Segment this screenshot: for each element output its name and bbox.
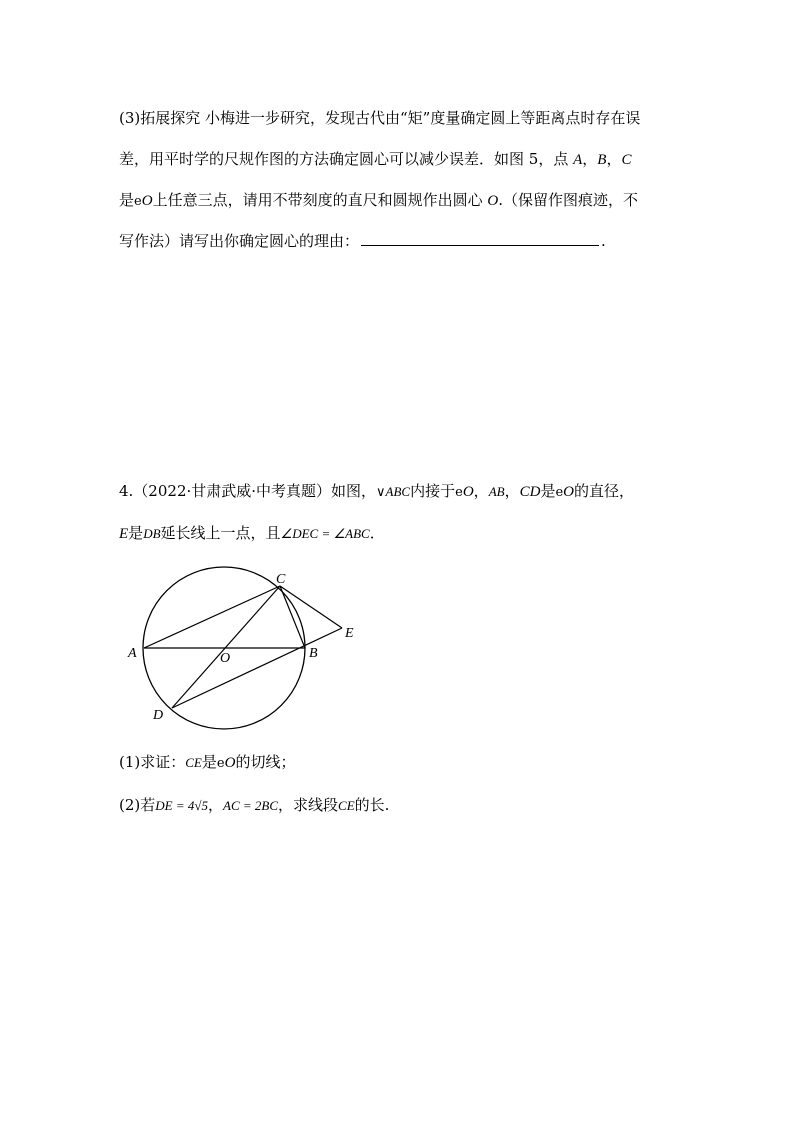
label-d: D	[153, 708, 164, 723]
segment-cd: CD	[519, 484, 541, 500]
de-value: DE = 4√5	[155, 798, 208, 813]
sub1-text: 是	[201, 753, 217, 771]
circle-symbol: e	[455, 485, 463, 500]
segment-ce: CE	[338, 798, 355, 813]
sub1-text: (1)求证：	[119, 753, 186, 771]
sub2-text: ，求线段	[278, 796, 339, 814]
label-b: B	[309, 646, 318, 661]
segment-cb-line	[280, 586, 305, 648]
segment-ce: CE	[185, 755, 202, 770]
label-c: C	[276, 572, 286, 587]
separator: ，	[582, 150, 598, 168]
circle-o-label: O	[563, 484, 574, 500]
circle-o-label: O	[462, 484, 474, 500]
circle-symbol: e	[134, 194, 142, 209]
q4-text: ．	[369, 524, 385, 542]
label-o: O	[220, 651, 231, 666]
separator: ，	[606, 150, 622, 168]
point-c-label: C	[621, 152, 632, 168]
q4-text: 延长线上一点，且	[160, 524, 281, 542]
ac-relation: AC = 2BC	[223, 798, 279, 813]
point-b-label: B	[597, 152, 607, 168]
q4-text: 是	[540, 482, 556, 500]
q4-text: ，	[504, 482, 520, 500]
q4-text: 内接于	[410, 482, 456, 500]
q4-header: 4.（2022·甘肃武威·中考真题）如图，	[119, 482, 377, 500]
angle-equation: ∠DEC = ∠ABC	[280, 526, 370, 541]
circle-symbol: e	[555, 485, 564, 500]
point-e-label: E	[119, 526, 129, 542]
q3-text-3b: 上任意三点，请用不带刻度的直尺和圆规作出圆心	[152, 191, 488, 209]
circle-o-label: O	[141, 193, 153, 209]
segment-ac-line	[144, 586, 280, 648]
center-o-label: O	[487, 193, 499, 209]
label-e: E	[345, 626, 354, 641]
q3-text-3a: 是	[119, 191, 135, 209]
sub2-text: (2)若	[119, 796, 156, 814]
q4-sub-2	[119, 795, 389, 816]
circle-o-label: O	[224, 755, 236, 771]
triangle-symbol: ∨	[376, 485, 386, 500]
q3-text-3c: .（保留作图痕迹，不	[498, 191, 638, 209]
segment-de-line	[172, 628, 342, 708]
q4-text: 的直径，	[574, 482, 635, 500]
segment-db: DB	[143, 526, 161, 541]
segment-ab: AB	[488, 484, 505, 499]
q3-text-2: 差，用平时学的尺规作图的方法确定圆心可以减少误差．如图 5，点	[119, 150, 574, 168]
circle-symbol: e	[216, 756, 225, 771]
sub1-text: 的切线；	[235, 753, 296, 771]
q4-sub-1	[119, 752, 295, 774]
triangle-name: ABC	[385, 484, 411, 499]
label-a: A	[128, 646, 137, 661]
q4-text: 是	[128, 524, 144, 542]
sub2-text: ，	[208, 796, 224, 814]
sub2-text: 的长.	[354, 796, 390, 814]
point-a-label: A	[573, 152, 583, 168]
period: .	[601, 232, 606, 250]
q4-text: ，	[473, 482, 489, 500]
segment-cd-line	[172, 586, 280, 708]
q3-text-1: (3)拓展探究 小梅进一步研究，发现古代由“矩”度量确定圆上等距离点时存在误	[119, 109, 641, 127]
q3-text-4: 写作法）请写出你确定圆心的理由：	[119, 232, 360, 250]
segment-ce-line	[280, 586, 342, 628]
